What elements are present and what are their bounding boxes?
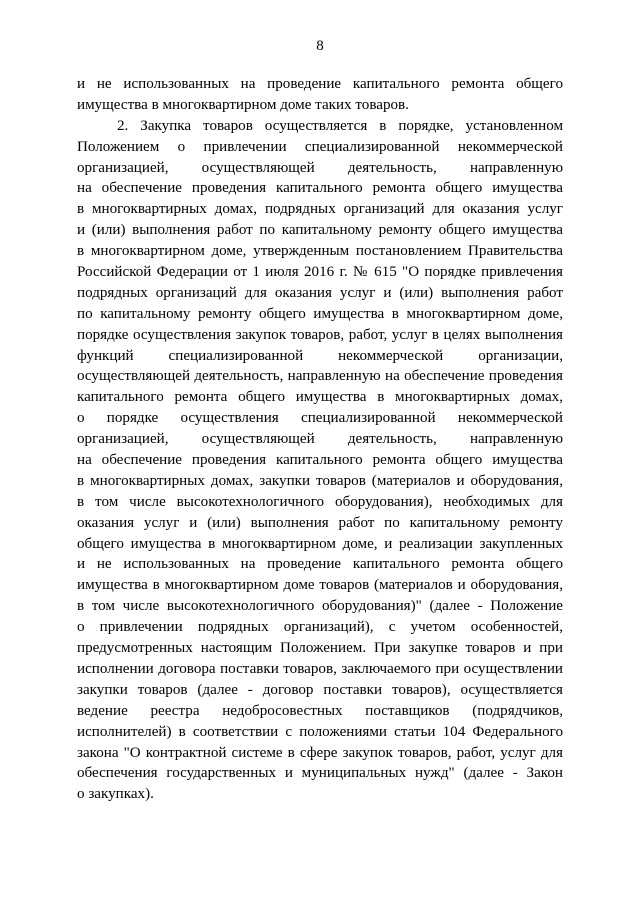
text-line: исполнении договора поставки товаров, заключаемого при осуществлении	[77, 660, 563, 677]
document-body	[77, 74, 563, 805]
text-line: о порядке осуществления специализированной некоммерческой	[77, 410, 563, 427]
text-line: на обеспечение проведения капитального ремонта общего имущества	[77, 452, 563, 469]
text-line: закона "О контрактной системе в сфере закупок товаров, работ, услуг для	[77, 744, 563, 761]
text-line: обеспечения государственных и муниципальных нужд" (далее - Закон	[77, 765, 563, 782]
text-line: о закупках).	[77, 786, 154, 803]
text-line: закупки товаров (далее - договор поставки товаров), осуществляется	[77, 681, 563, 698]
text-line: в многоквартирных домах, подрядных организаций для оказания услуг	[77, 201, 563, 218]
text-line: 2. Закупка товаров осуществляется в порядке, установленном	[117, 117, 563, 134]
text-line: по капитальному ремонту общего имущества в многоквартирном доме,	[77, 305, 563, 322]
text-line: о привлечении подрядных организаций), с учетом особенностей,	[77, 619, 563, 636]
text-line: и (или) выполнения работ по капитальному ремонту общего имущества	[77, 222, 563, 239]
text-line: функций специализированной некоммерческой организации,	[77, 347, 563, 364]
text-line: и не использованных на проведение капитального ремонта общего	[77, 556, 563, 573]
text-line: порядке осуществления закупок товаров, работ, услуг в целях выполнения	[77, 326, 563, 343]
text-line: оказания услуг и (или) выполнения работ по капитальному ремонту	[77, 514, 563, 531]
text-line: на обеспечение проведения капитального ремонта общего имущества	[77, 180, 563, 197]
text-line: осуществляющей деятельность, направленную на обеспечение проведения	[77, 368, 563, 385]
text-line: предусмотренных настоящим Положением. При закупке товаров и при	[77, 640, 563, 657]
text-line: Положением о привлечении специализированной некоммерческой	[77, 138, 563, 155]
text-line: общего имущества в многоквартирном доме, и реализации закупленных	[77, 535, 563, 552]
text-line: исполнителей) в соответствии с положениями статьи 104 Федерального	[77, 723, 563, 740]
text-line: подрядных организаций для оказания услуг и (или) выполнения работ	[77, 284, 563, 301]
text-line: организацией, осуществляющей деятельность, направленную	[77, 431, 563, 448]
text-line: в многоквартирном доме, утвержденным постановлением Правительства	[77, 243, 563, 260]
text-line: и не использованных на проведение капитального ремонта общего	[77, 76, 563, 92]
text-line: организацией, осуществляющей деятельность, направленную	[77, 159, 563, 176]
paragraph-2	[77, 116, 563, 805]
text-line: имущества в многоквартирном доме товаров (материалов и оборудования,	[77, 577, 563, 594]
page-number: 8	[316, 38, 324, 54]
text-line: в многоквартирных домах, закупки товаров (материалов и оборудования,	[77, 472, 563, 489]
text-line: имущества в многоквартирном доме таких товаров.	[77, 96, 409, 113]
text-line: в том числе высокотехнологичного оборудования)" (далее - Положение	[77, 598, 563, 615]
text-line: Российской Федерации от 1 июля 2016 г. № 615 "О порядке привлечения	[77, 264, 563, 281]
paragraph-1	[77, 74, 563, 116]
text-line: капитального ремонта общего имущества в многоквартирных домах,	[77, 389, 563, 406]
text-line: ведение реестра недобросовестных поставщиков (подрядчиков,	[77, 702, 563, 719]
text-line: в том числе высокотехнологичного оборудования), необходимых для	[77, 493, 563, 510]
